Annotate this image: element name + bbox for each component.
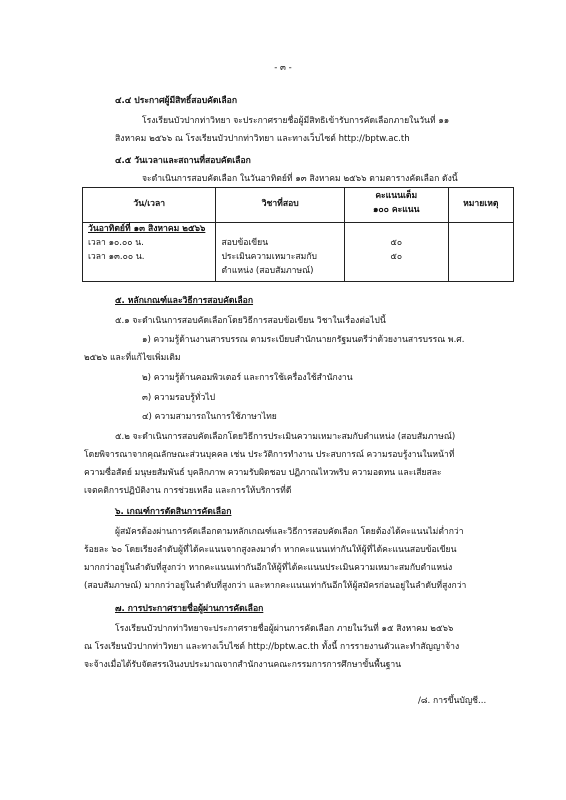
table-header-row bbox=[83, 188, 514, 223]
exam-time-1: เวลา ๑๐.๐๐ น. bbox=[88, 238, 144, 248]
header-note: หมายเหตุ bbox=[448, 188, 513, 223]
section-5-1-item-2: ๒) ความรู้ด้านคอมพิวเตอร์ และการใช้เครื่องใช้สำนักงาน bbox=[142, 373, 353, 383]
section-5-2-line-2: โดยพิจารณาจากคุณลักษณะส่วนบุคคล เช่น ประวัติการทำงาน ประสบการณ์ ความรอบรู้งานในหน้าที่ bbox=[84, 450, 455, 460]
note-cell bbox=[448, 223, 513, 282]
section-4-5-heading: ๔.๕ วันเวลาและสถานที่สอบคัดเลือก bbox=[115, 156, 251, 166]
section-5-2-line-3: ความซื่อสัตย์ มนุษยสัมพันธ์ บุคลิกภาพ ความรับผิดชอบ ปฏิภาณไหวพริบ ความอดทน และเสียสละ bbox=[84, 468, 442, 478]
section-5-2-line-4: เจตคติการปฏิบัติงาน การช่วยเหลือ และการให้บริการที่ดี bbox=[84, 486, 292, 496]
section-4-4-heading: ๔.๔ ประกาศผู้มีสิทธิ์สอบคัดเลือก bbox=[115, 96, 238, 106]
header-subject: วิชาที่สอบ bbox=[216, 188, 344, 223]
section-5-1: ๕.๑ จะดำเนินการสอบคัดเลือกโดยวิธีการสอบข้อเขียน วิชาในเรื่องต่อไปนี้ bbox=[115, 316, 386, 326]
subject-interview-line-2: ตำแหน่ง (สอบสัมภาษณ์) bbox=[221, 266, 314, 276]
section-4-4-line-1: โรงเรียนบัวปากท่าวิทยา จะประกาศรายชื่อผู้มีสิทธิเข้ารับการคัดเลือกภายในวันที่ ๑๑ bbox=[142, 116, 450, 126]
subject-written-exam: สอบข้อเขียน bbox=[221, 238, 269, 248]
score-cell bbox=[344, 223, 448, 282]
section-6-line-4: (สอบสัมภาษณ์) มากกว่าอยู่ในลำดับที่สูงกว่า และหากคะแนนเท่ากันอีกให้ผู้สมัครก่อนอยู่ในลำดับที่สูงกว่า bbox=[84, 581, 467, 591]
page-number: - ๓ - bbox=[274, 63, 292, 73]
section-5-1-item-4: ๔) ความสามารถในการใช้ภาษาไทย bbox=[142, 412, 277, 422]
section-6-line-1: ผู้สมัครต้องผ่านการคัดเลือกตามหลักเกณฑ์และวิธีการสอบคัดเลือก โดยต้องได้คะแนนไม่ต่ำกว่า bbox=[115, 527, 464, 537]
section-6-line-3: มากกว่าอยู่ในลำดับที่สูงกว่า หากคะแนนเท่ากันอีกให้ผู้ที่ได้คะแนนประเมินความเหมาะสมกับตำแหน่ง bbox=[84, 563, 453, 573]
header-full-score-line-2: ๑๐๐ คะแนน bbox=[372, 205, 420, 215]
exam-time-2: เวลา ๑๓.๐๐ น. bbox=[88, 252, 145, 262]
exam-day: วันอาทิตย์ที่ ๑๓ สิงหาคม ๒๕๖๖ bbox=[88, 224, 206, 234]
section-4-4-line-2: สิงหาคม ๒๕๖๖ ณ โรงเรียนบัวปากท่าวิทยา และทางเว็บไซต์ http://bptw.ac.th bbox=[115, 134, 410, 144]
section-6-line-2: ร้อยละ ๖๐ โดยเรียงลำดับผู้ที่ได้คะแนนจากสูงลงมาต่ำ หากคะแนนเท่ากันให้ผู้ที่ได้คะแนนสอบข้อเขียน bbox=[84, 545, 457, 555]
section-5-heading: ๕. หลักเกณฑ์และวิธีการสอบคัดเลือก bbox=[115, 296, 254, 306]
section-5-1-item-1-line-2: ๒๕๒๖ และที่แก้ไขเพิ่มเติม bbox=[84, 353, 181, 363]
section-5-1-item-3: ๓) ความรอบรู้ทั่วไป bbox=[142, 393, 216, 403]
section-5-1-item-1-line-1: ๑) ความรู้ด้านงานสารบรรณ ตามระเบียบสำนักนายกรัฐมนตรีว่าด้วยงานสารบรรณ พ.ศ. bbox=[142, 335, 465, 345]
section-7-line-1: โรงเรียนบัวปากท่าวิทยาจะประกาศรายชื่อผู้ผ่านการคัดเลือก ภายในวันที่ ๑๕ สิงหาคม ๒๕๖๖ bbox=[115, 624, 454, 634]
section-7-heading: ๗. การประกาศรายชื่อผู้ผ่านการคัดเลือก bbox=[115, 604, 264, 614]
date-time-cell bbox=[83, 223, 216, 282]
section-6-heading: ๖. เกณฑ์การตัดสินการคัดเลือก bbox=[115, 507, 232, 517]
score-written: ๕๐ bbox=[390, 238, 403, 248]
score-interview: ๕๐ bbox=[390, 252, 403, 262]
table-row bbox=[83, 223, 514, 282]
section-7-line-2: ณ โรงเรียนบัวปากท่าวิทยา และทางเว็บไซต์ http://bptw.ac.th ทั้งนี้ การรายงานตัวและทำสัญญาจ้าง bbox=[84, 642, 460, 652]
section-4-5-line-1: จะดำเนินการสอบคัดเลือก ในวันอาทิตย์ที่ ๑๓ สิงหาคม ๒๕๖๖ ตามตารางคัดเลือก ดังนี้ bbox=[142, 174, 458, 184]
exam-schedule-table bbox=[82, 187, 514, 282]
header-full-score-line-1: คะแนนเต็ม bbox=[375, 191, 418, 201]
next-page-continuation: /๘. การขึ้นบัญชี... bbox=[418, 696, 487, 706]
section-5-2-line-1: ๕.๒ จะดำเนินการสอบคัดเลือกโดยวิธีการประเมินความเหมาะสมกับตำแหน่ง (สอบสัมภาษณ์) bbox=[115, 432, 456, 442]
subject-cell bbox=[216, 223, 344, 282]
section-7-line-3: จะจ้างเมื่อได้รับจัดสรรเงินงบประมาณจากสำนักงานคณะกรรมการการศึกษาขั้นพื้นฐาน bbox=[84, 660, 402, 670]
header-full-score bbox=[344, 188, 448, 223]
subject-interview-line-1: ประเมินความเหมาะสมกับ bbox=[221, 252, 317, 262]
header-date-time: วัน/เวลา bbox=[83, 188, 216, 223]
